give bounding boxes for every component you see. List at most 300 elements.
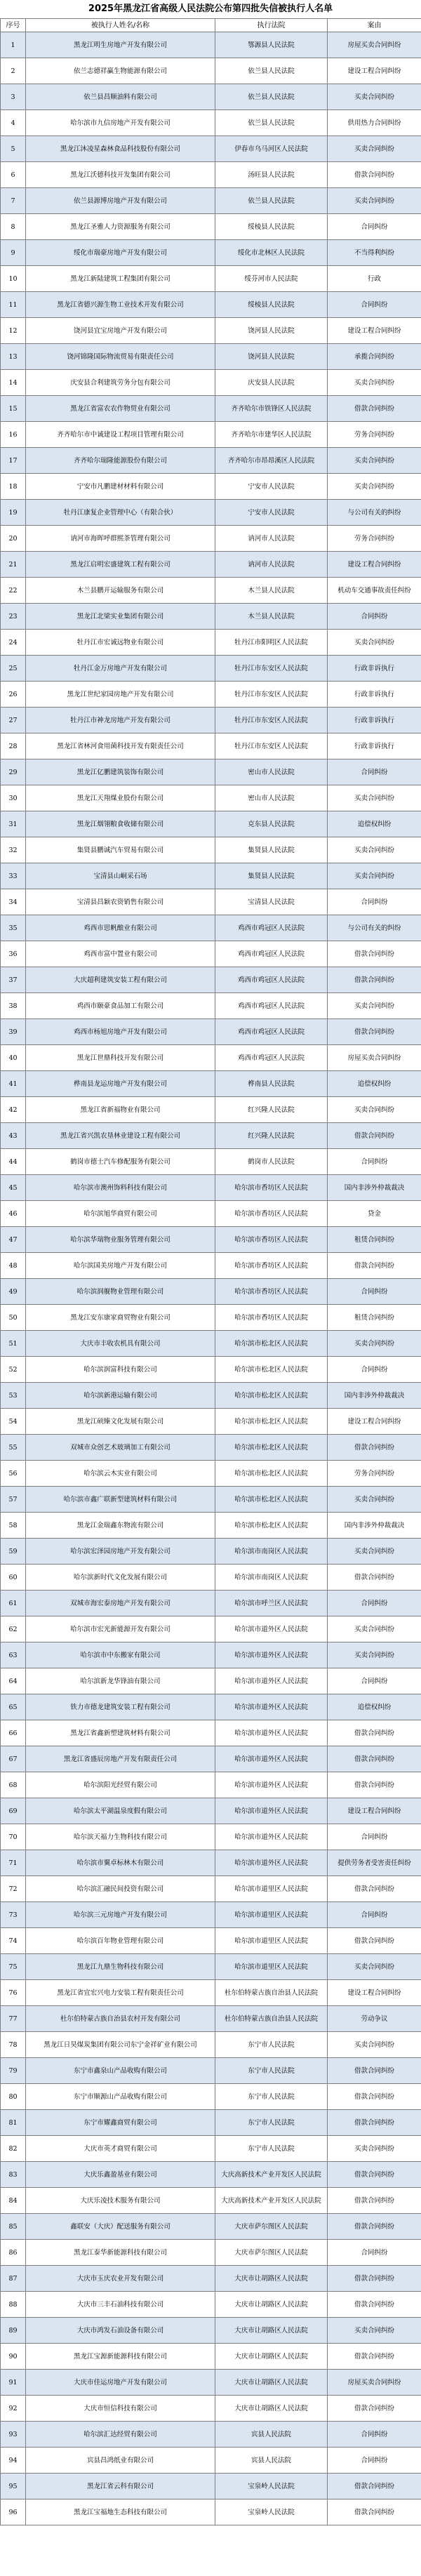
cell-case-type: 与公司有关的纠纷 [328,500,421,526]
cell-serial-number: 24 [1,630,26,656]
cell-case-type: 劳务合同纠纷 [328,1461,421,1487]
cell-debtor-name: 哈尔滨汇融民间投资有限公司 [26,1876,215,1902]
cell-case-type: 借款合同纠纷 [328,2188,421,2214]
cell-debtor-name: 大庆超利建筑安装工程有限公司 [26,967,215,993]
cell-court: 东宁市人民法院 [215,2110,328,2136]
cell-court: 大庆市萨尔图区人民法院 [215,2214,328,2240]
cell-debtor-name: 宁安市凡鹏建材材料有限公司 [26,474,215,500]
cell-debtor-name: 哈尔滨润富科技有限公司 [26,1357,215,1383]
cell-court: 宁安市人民法院 [215,474,328,500]
cell-serial-number: 28 [1,733,26,759]
cell-serial-number: 68 [1,1772,26,1798]
cell-court: 讷河市人民法院 [215,552,328,578]
table-row [1,941,421,967]
cell-serial-number: 20 [1,526,26,552]
cell-debtor-name: 黑龙江省林河食用菌科技开发有限责任公司 [26,733,215,759]
cell-debtor-name: 黑龙江宝福地生态科技有限公司 [26,2499,215,2525]
cell-court: 依兰县人民法院 [215,110,328,136]
cell-court: 齐齐哈尔市建华区人民法院 [215,422,328,448]
cell-serial-number: 48 [1,1253,26,1279]
cell-serial-number: 62 [1,1616,26,1642]
cell-serial-number: 32 [1,837,26,863]
cell-case-type: 追偿权纠纷 [328,811,421,837]
cell-case-type: 追偿权纠纷 [328,1694,421,1720]
table-row [1,1045,421,1071]
table-row [1,1331,421,1357]
cell-debtor-name: 鸡西市颐豪食品加工有限公司 [26,993,215,1019]
cell-court: 哈尔滨市香坊区人民法院 [215,1253,328,1279]
cell-debtor-name: 黑龙江启明宏盛建筑工程有限公司 [26,552,215,578]
cell-serial-number: 96 [1,2499,26,2525]
table-row [1,863,421,889]
cell-serial-number: 74 [1,1928,26,1954]
cell-serial-number: 30 [1,785,26,811]
table-row [1,656,421,682]
cell-case-type: 行政非诉执行 [328,708,421,733]
cell-court: 哈尔滨市香坊区人民法院 [215,1175,328,1201]
cell-case-type: 买卖合同纠纷 [328,1539,421,1565]
cell-case-type: 建设工程合同纠纷 [328,552,421,578]
page-title: 2025年黑龙江省高级人民法院公布第四批失信被执行人名单 [88,4,333,14]
cell-serial-number: 45 [1,1175,26,1201]
cell-court: 哈尔滨市香坊区人民法院 [215,1279,328,1305]
cell-serial-number: 53 [1,1383,26,1409]
cell-court: 哈尔滨市南岗区人民法院 [215,1565,328,1591]
cell-case-type: 供用热力合同纠纷 [328,110,421,136]
table-row [1,1305,421,1331]
cell-debtor-name: 黑龙江明生房地产开发有限公司 [26,32,215,58]
table-row [1,1928,421,1954]
cell-debtor-name: 集贤县鹏诚汽车贸易有限公司 [26,837,215,863]
cell-serial-number: 38 [1,993,26,1019]
cell-serial-number: 26 [1,682,26,708]
cell-serial-number: 78 [1,2032,26,2058]
cell-debtor-name: 木兰县鹏开运输服务有限公司 [26,578,215,604]
cell-case-type: 劳务合同纠纷 [328,526,421,552]
table-row [1,1253,421,1279]
cell-case-type: 合同纠纷 [328,889,421,915]
cell-case-type: 合同纠纷 [328,1591,421,1616]
cell-serial-number: 7 [1,188,26,214]
cell-debtor-name: 宾县昌鸿纸业有限公司 [26,2448,215,2474]
table-row [1,889,421,915]
cell-debtor-name: 桦南县龙运房地产开发有限公司 [26,1071,215,1097]
cell-debtor-name: 哈尔滨新港运输有限公司 [26,1383,215,1409]
cell-serial-number: 44 [1,1149,26,1175]
cell-serial-number: 4 [1,110,26,136]
cell-case-type: 借款合同纠纷 [328,1253,421,1279]
table-row [1,110,421,136]
cell-debtor-name: 哈尔滨旭华商贸有限公司 [26,1201,215,1227]
table-row [1,396,421,422]
cell-court: 哈尔滨市松北区人民法院 [215,1331,328,1357]
cell-serial-number: 64 [1,1668,26,1694]
cell-court: 杜尔伯特蒙古族自治县人民法院 [215,2006,328,2032]
cell-serial-number: 81 [1,2110,26,2136]
cell-case-type: 借款合同纠纷 [328,396,421,422]
cell-case-type: 行政非诉执行 [328,682,421,708]
cell-serial-number: 63 [1,1642,26,1668]
cell-court: 宝清县人民法院 [215,889,328,915]
cell-court: 依兰县人民法院 [215,188,328,214]
cell-court: 讷河市人民法院 [215,526,328,552]
table-row [1,162,421,188]
cell-serial-number: 82 [1,2136,26,2162]
cell-serial-number: 35 [1,915,26,941]
table-row [1,2214,421,2240]
cell-serial-number: 65 [1,1694,26,1720]
table-header [1,19,421,32]
cell-case-type: 借款合同纠纷 [328,1565,421,1591]
cell-case-type: 买卖合同纠纷 [328,2318,421,2344]
table-row [1,2266,421,2292]
cell-serial-number: 58 [1,1513,26,1539]
cell-serial-number: 33 [1,863,26,889]
cell-court: 木兰县人民法院 [215,604,328,630]
cell-case-type: 行政 [328,266,421,292]
cell-debtor-name: 庆安县合利建筑劳务分包有限公司 [26,370,215,396]
cell-debtor-name: 黑龙江世鼎科技开发有限公司 [26,1045,215,1071]
cell-debtor-name: 黑龙江天翔煤业股份有限公司 [26,785,215,811]
cell-debtor-name: 哈尔滨阳光经贸有限公司 [26,1772,215,1798]
cell-serial-number: 51 [1,1331,26,1357]
cell-case-type: 合同纠纷 [328,1668,421,1694]
cell-serial-number: 59 [1,1539,26,1565]
table-row [1,344,421,370]
cell-case-type: 借款合同纠纷 [328,1746,421,1772]
table-row [1,578,421,604]
cell-debtor-name: 哈尔滨华瑞物业服务管理有限公司 [26,1227,215,1253]
cell-court: 密山市人民法院 [215,785,328,811]
table-row [1,1954,421,1980]
cell-case-type: 房屋买卖合同纠纷 [328,32,421,58]
table-row [1,2032,421,2058]
cell-debtor-name: 哈尔滨国美房地产开发有限公司 [26,1253,215,1279]
cell-court: 哈尔滨市香坊区人民法院 [215,1201,328,1227]
cell-court: 大庆市让胡路区人民法院 [215,2370,328,2396]
cell-serial-number: 69 [1,1798,26,1824]
table-row [1,1357,421,1383]
cell-debtor-name: 黑龙江沃德科技开发集团有限公司 [26,162,215,188]
cell-debtor-name: 黑龙江日昊煤炭集团有限公司东宁金祥矿业有限公司 [26,2032,215,2058]
table-row [1,1201,421,1227]
cell-court: 哈尔滨市松北区人民法院 [215,1487,328,1513]
cell-debtor-name: 东宁市顺源山产品收购有限公司 [26,2084,215,2110]
cell-serial-number: 55 [1,1435,26,1461]
cell-debtor-name: 哈尔滨市鑫广联新型建筑材料有限公司 [26,1487,215,1513]
cell-debtor-name: 大庆市丰收农机具有限公司 [26,1331,215,1357]
table-row [1,422,421,448]
cell-debtor-name: 牡丹江市宏诚远物业有限公司 [26,630,215,656]
table-row [1,1616,421,1642]
cell-serial-number: 23 [1,604,26,630]
cell-court: 大庆高新技术产业开发区人民法院 [215,2188,328,2214]
table-row [1,630,421,656]
cell-serial-number: 46 [1,1201,26,1227]
table-row [1,1772,421,1798]
cell-court: 宾县人民法院 [215,2448,328,2474]
cell-debtor-name: 哈尔滨天福力生物科技有限公司 [26,1824,215,1850]
cell-debtor-name: 哈尔滨市翼卓标林木有限公司 [26,1850,215,1876]
table-row [1,1720,421,1746]
cell-case-type: 合同纠纷 [328,1357,421,1383]
cell-debtor-name: 大庆市玉庆农业开发有限公司 [26,2266,215,2292]
cell-serial-number: 5 [1,136,26,162]
cell-serial-number: 29 [1,759,26,785]
cell-case-type: 机动车交通事故责任纠纷 [328,578,421,604]
cell-court: 绥化市北林区人民法院 [215,240,328,266]
cell-case-type: 合同纠纷 [328,2448,421,2474]
cell-case-type: 贷金 [328,1201,421,1227]
cell-serial-number: 12 [1,318,26,344]
cell-court: 鄂源县人民法院 [215,32,328,58]
table-body [1,32,421,2525]
table-row [1,1694,421,1720]
cell-debtor-name: 哈尔滨三元房地产开发有限公司 [26,1902,215,1928]
cell-case-type: 借款合同纠纷 [328,2058,421,2084]
cell-serial-number: 19 [1,500,26,526]
cell-case-type: 买卖合同纠纷 [328,993,421,1019]
cell-debtor-name: 大庆市三丰石油科技有限公司 [26,2292,215,2318]
table-row [1,474,421,500]
cell-debtor-name: 鸡西市思帆酿业有限公司 [26,915,215,941]
table-row [1,58,421,84]
cell-debtor-name: 黑龙江九鼎生物科技有限公司 [26,1954,215,1980]
cell-debtor-name: 杜尔伯特蒙古族自治县农村开发有限公司 [26,2006,215,2032]
cell-serial-number: 80 [1,2084,26,2110]
cell-court: 绥芬河市人民法院 [215,266,328,292]
cell-serial-number: 1 [1,32,26,58]
table-row [1,1876,421,1902]
cell-court: 杜尔伯特蒙古族自治县人民法院 [215,1980,328,2006]
cell-debtor-name: 黑龙江安东康家商贸物业有限公司 [26,1305,215,1331]
cell-court: 集贤县人民法院 [215,863,328,889]
cell-serial-number: 13 [1,344,26,370]
cell-case-type: 借款合同纠纷 [328,162,421,188]
table-row [1,266,421,292]
cell-case-type: 买卖合同纠纷 [328,448,421,474]
cell-court: 哈尔滨市道外区人民法院 [215,1616,328,1642]
cell-debtor-name: 齐齐哈尔瑞隆能源股份有限公司 [26,448,215,474]
cell-court: 哈尔滨市道里区人民法院 [215,1902,328,1928]
cell-court: 鸡西市鸡冠区人民法院 [215,1019,328,1045]
table-row [1,733,421,759]
cell-court: 牡丹江市东安区人民法院 [215,656,328,682]
cell-debtor-name: 哈尔滨百年物业管理有限公司 [26,1928,215,1954]
cell-court: 桦南县人民法院 [215,1071,328,1097]
cell-debtor-name: 黑龙江省新福物业有限公司 [26,1097,215,1123]
table-row [1,1487,421,1513]
cell-serial-number: 16 [1,422,26,448]
cell-debtor-name: 铁力市德龙建筑安装工程有限公司 [26,1694,215,1720]
cell-court: 东宁市人民法院 [215,2032,328,2058]
cell-court: 木兰县人民法院 [215,578,328,604]
cell-case-type: 合同纠纷 [328,604,421,630]
cell-court: 牡丹江市东安区人民法院 [215,708,328,733]
cell-case-type: 合同纠纷 [328,1149,421,1175]
cell-debtor-name: 宝清县昌颖农资销售有限公司 [26,889,215,915]
cell-court: 大庆市让胡路区人民法院 [215,2344,328,2370]
cell-debtor-name: 哈尔滨汇达经贸有限公司 [26,2422,215,2448]
table-row [1,136,421,162]
cell-court: 哈尔滨市呼兰区人民法院 [215,1591,328,1616]
table-row [1,1539,421,1565]
cell-court: 哈尔滨市松北区人民法院 [215,1409,328,1435]
cell-debtor-name: 哈尔滨新时代文化发展有限公司 [26,1565,215,1591]
table-row [1,1824,421,1850]
cell-serial-number: 11 [1,292,26,318]
cell-court: 大庆市萨尔图区人民法院 [215,2240,328,2266]
cell-court: 哈尔滨市松北区人民法院 [215,1383,328,1409]
cell-court: 大庆市让胡路区人民法院 [215,2318,328,2344]
cell-debtor-name: 哈尔滨市中东搬家有限公司 [26,1642,215,1668]
table-row [1,2110,421,2136]
table-row [1,2292,421,2318]
cell-case-type: 借款合同纠纷 [328,1928,421,1954]
table-row [1,1565,421,1591]
table-row [1,1980,421,2006]
table-row [1,915,421,941]
cell-debtor-name: 哈尔滨云木实业有限公司 [26,1461,215,1487]
cell-case-type: 买卖合同纠纷 [328,1616,421,1642]
cell-case-type: 买卖合同纠纷 [328,1487,421,1513]
cell-case-type: 合同纠纷 [328,1279,421,1305]
cell-case-type: 买卖合同纠纷 [328,1954,421,1980]
table-row [1,1227,421,1253]
cell-court: 宝泉岭人民法院 [215,2499,328,2525]
table-row [1,993,421,1019]
cell-court: 庆安县人民法院 [215,370,328,396]
cell-serial-number: 83 [1,2162,26,2188]
cell-serial-number: 2 [1,58,26,84]
cell-case-type: 借款合同纠纷 [328,2499,421,2525]
cell-case-type: 租赁合同纠纷 [328,1305,421,1331]
cell-court: 哈尔滨市道外区人民法院 [215,1668,328,1694]
cell-debtor-name: 黑龙江省鑫新塑建筑材料有限公司 [26,1720,215,1746]
table-row [1,2422,421,2448]
cell-serial-number: 85 [1,2214,26,2240]
cell-case-type: 买卖合同纠纷 [328,630,421,656]
cell-case-type: 借款合同纠纷 [328,1720,421,1746]
cell-case-type: 借款合同纠纷 [328,2396,421,2422]
cell-debtor-name: 牡丹江市神龙房地产开发有限公司 [26,708,215,733]
table-row [1,526,421,552]
table-row [1,2162,421,2188]
cell-case-type: 买卖合同纠纷 [328,2032,421,2058]
cell-debtor-name: 讷河市海晖呼群熙茶管理有限公司 [26,526,215,552]
cell-court: 哈尔滨市道外区人民法院 [215,1720,328,1746]
cell-serial-number: 95 [1,2474,26,2499]
cell-court: 牡丹江市东安区人民法院 [215,733,328,759]
cell-serial-number: 34 [1,889,26,915]
cell-case-type: 合同纠纷 [328,759,421,785]
cell-case-type: 合同纠纷 [328,2240,421,2266]
table-row [1,2058,421,2084]
cell-debtor-name: 黑龙江省盛辰房地产开发有限责任公司 [26,1746,215,1772]
cell-case-type: 承揽合同纠纷 [328,344,421,370]
cell-serial-number: 43 [1,1123,26,1149]
cell-case-type: 借款合同纠纷 [328,2474,421,2499]
cell-case-type: 买卖合同纠纷 [328,837,421,863]
cell-debtor-name: 大庆市英才商贸有限公司 [26,2136,215,2162]
header-debtor-name: 被执行人姓名/名称 [26,19,215,32]
table-row [1,1019,421,1045]
cell-case-type: 借款合同纠纷 [328,2266,421,2292]
cell-debtor-name: 大庆市鸿发石油设备有限公司 [26,2318,215,2344]
cell-serial-number: 42 [1,1097,26,1123]
table-row [1,1435,421,1461]
cell-serial-number: 36 [1,941,26,967]
header-serial-number: 序号 [1,19,26,32]
cell-serial-number: 72 [1,1876,26,1902]
cell-court: 哈尔滨市松北区人民法院 [215,1513,328,1539]
cell-case-type: 借款合同纠纷 [328,2084,421,2110]
cell-serial-number: 93 [1,2422,26,2448]
table-row [1,448,421,474]
cell-case-type: 建设工程合同纠纷 [328,1980,421,2006]
cell-serial-number: 57 [1,1487,26,1513]
cell-serial-number: 90 [1,2344,26,2370]
table-row [1,318,421,344]
cell-debtor-name: 黑龙江亿鹏建筑装饰有限公司 [26,759,215,785]
table-row [1,1513,421,1539]
table-row [1,2448,421,2474]
cell-case-type: 借款合同纠纷 [328,2110,421,2136]
cell-debtor-name: 黑龙江世纪家园房地产开发有限公司 [26,682,215,708]
cell-serial-number: 79 [1,2058,26,2084]
cell-serial-number: 92 [1,2396,26,2422]
cell-debtor-name: 依兰县昌顺油料有限公司 [26,84,215,110]
table-row [1,292,421,318]
cell-serial-number: 25 [1,656,26,682]
cell-court: 哈尔滨市道里区人民法院 [215,1928,328,1954]
cell-case-type: 国内非涉外仲裁裁决 [328,1175,421,1201]
cell-debtor-name: 黑龙江硕臻文化发展有限公司 [26,1409,215,1435]
cell-court: 大庆高新技术产业开发区人民法院 [215,2162,328,2188]
cell-court: 密山市人民法院 [215,759,328,785]
table-row [1,604,421,630]
table-row [1,552,421,578]
cell-case-type: 借款合同纠纷 [328,2292,421,2318]
cell-case-type: 借款合同纠纷 [328,1435,421,1461]
cell-court: 绥棱县人民法院 [215,292,328,318]
table-row [1,214,421,240]
cell-case-type: 借款合同纠纷 [328,2214,421,2240]
cell-debtor-name: 东宁市鑫泉山产品收购有限公司 [26,2058,215,2084]
cell-debtor-name: 黑龙江沐凌星森林食品科技股份有限公司 [26,136,215,162]
cell-serial-number: 40 [1,1045,26,1071]
cell-debtor-name: 黑龙江宝源新能源科技有限公司 [26,2344,215,2370]
blacklist-table [0,18,421,2525]
cell-serial-number: 31 [1,811,26,837]
cell-debtor-name: 哈尔滨润舰物业管理有限公司 [26,1279,215,1305]
cell-case-type: 不当得利纠纷 [328,240,421,266]
cell-court: 伊春市乌马河区人民法院 [215,136,328,162]
cell-court: 齐齐哈尔市昂昂溪区人民法院 [215,448,328,474]
table-row [1,2006,421,2032]
cell-case-type: 租赁合同纠纷 [328,1227,421,1253]
cell-serial-number: 41 [1,1071,26,1097]
cell-court: 鹤岗市人民法院 [215,1149,328,1175]
cell-debtor-name: 饶河锦隆国际物流贸易有限责任公司 [26,344,215,370]
cell-case-type: 房屋买卖合同纠纷 [328,2370,421,2396]
cell-serial-number: 73 [1,1902,26,1928]
cell-serial-number: 87 [1,2266,26,2292]
cell-debtor-name: 黑龙江新陆建筑工程集团有限公司 [26,266,215,292]
cell-court: 绥棱县人民法院 [215,214,328,240]
cell-court: 鸡西市鸡冠区人民法院 [215,941,328,967]
table-row [1,1642,421,1668]
